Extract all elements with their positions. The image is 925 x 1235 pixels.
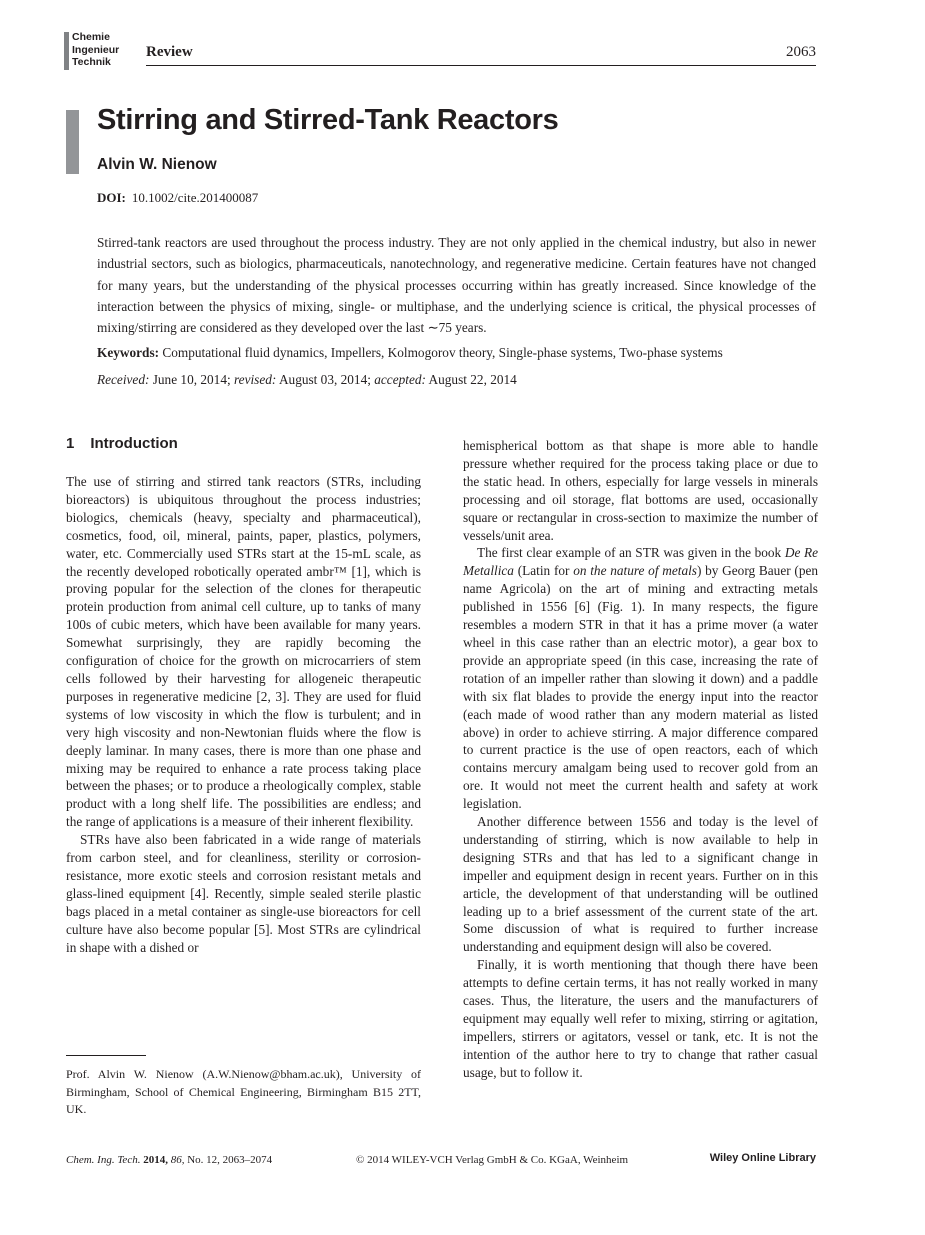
section-title: Introduction — [90, 435, 178, 452]
journal-logo-line: Chemie — [72, 31, 110, 43]
keywords-list: Computational fluid dynamics, Impellers, Kolmogorov theory, Single-phase systems, Two-phase systems — [162, 345, 723, 360]
keywords — [97, 345, 816, 361]
header-section-label: Review — [146, 44, 193, 60]
citation-year: 2014, — [143, 1154, 168, 1166]
article-title: Stirring and Stirred-Tank Reactors — [97, 104, 559, 136]
body-paragraph: hemispherical bottom as that shape is more able to handle pressure whether required for the process taking place or due to the static head. In others, especially for large vessels in minerals processing and oil storage, flat bottoms are used, occasionally square or rectangular in cross-section to maximize the number of vessels/unit area. — [463, 438, 818, 543]
footer-citation — [66, 1154, 272, 1166]
body-text: ) by Georg Bauer (pen name Agricola) on the art of mining and extracting metals published in 1556 [6] (Fig. 1). In many respects, the figure resembles a modern STR in that it has a prime mover (a water wheel in this case rather than an electric motor), a gear box to provide an appropriate speed (in this case, increasing the rate of rotation of an impeller rather than slowing it down) and a paddle with six flat blades to provide the energy input into the reactor (each made of wood rather than any modern material as listed above) in order to achieve stirring. A major difference compared to current practice is the use of open reactors, each of which contains mercury amalgam being used to recover gold from an ore. It would not meet the current health and safety at work legislation. — [463, 563, 819, 812]
received-label: Received: — [97, 372, 150, 387]
section-heading — [66, 435, 178, 452]
body-text: (Latin for — [517, 563, 570, 579]
title-accent-bar — [66, 110, 79, 174]
author-footnote: Prof. Alvin W. Nienow (A.W.Nienow@bham.ac.uk), University of Birmingham, School of Chemical Engineering, Birmingham B15 2TT, UK. — [66, 1067, 421, 1116]
left-column — [66, 473, 421, 956]
section-number: 1 — [66, 435, 75, 452]
citation-volume: 86, — [170, 1154, 185, 1166]
wiley-online-library-link[interactable]: Wiley Online Library — [709, 1152, 816, 1164]
accepted-date: August 22, 2014 — [428, 372, 517, 387]
body-paragraph: STRs have also been fabricated in a wide range of materials from carbon steel, and for cleanliness, sterility or corrosion-resistance, more exotic steels and corrosion resistant metals and glass-lined equipment [4]. Recently, simple sealed sterile plastic bags placed in a metal container as single-use bioreactors for cell culture have also become popular [5]. Most STRs are cylindrical in shape with a dished or — [66, 832, 421, 955]
article-dates — [97, 372, 517, 388]
journal-abbrev: Chem. Ing. Tech. — [66, 1154, 141, 1166]
header-divider — [146, 65, 816, 66]
book-title-translation: on the nature of metals — [573, 563, 697, 579]
received-date: June 10, 2014; — [152, 372, 231, 387]
body-paragraph: Finally, it is worth mentioning that though there have been attempts to define certain terms, it has not really worked in many cases. Thus, the literature, the users and the manufacturers of equipment may equally well refer to mixing, stirring or agitation, impellers, stirrers or agitators, vessel or tank, etc. It is not the intention of the author here to try to change that rather casual usage, but to follow it. — [463, 957, 818, 1080]
journal-logo-line: Technik — [72, 56, 111, 68]
body-paragraph: The use of stirring and stirred tank reactors (STRs, including bioreactors) is ubiquitous throughout the process industries; biologics, chemicals (heavy, specialty and pharmaceutical), cosmetics, food, oil, mineral, paints, paper, plastics, polymers, water, etc. Commercially used STRs start at the 15-mL scale, as the recently developed robotically operated ambr™ [1], which is proving popular for the selection of the clones for therapeutic protein production from animal cell culture, up to tanks of many 100s of cubic meters, which have been available for many years. Somewhat surprisingly, they are rapidly becoming the configuration of choice for the growth on microcarriers of stem cells followed by their harvesting for allogeneic therapeutic purposes in regenerative medicine [2, 3]. They are used for fluid systems of low viscosity in which the flow is turbulent; and in very high viscosity and non-Newtonian fluids where the flow is deeply laminar. In many cases, there is more than one phase and mixing may be required to enhance a rate process taking place between the phases; or to produce a rheologically complex, stable product with a long shelf life. The possibilities are endless; and the range of applications is a measure of their inherent flexibility. — [66, 474, 421, 830]
doi-label: DOI: — [97, 190, 126, 205]
abstract: Stirred-tank reactors are used throughout the process industry. They are not only applied in the chemical industry, but also in newer industrial sectors, such as biologics, pharmaceuticals, nanotechnology, and regenerative medicine. Certain features have not changed for many years, but the understanding of the physical processes occurring within has greatly increased. Since knowledge of the interaction between the physics of mixing, single- or multiphase, and the underlying science is critical, the physical processes of mixing/stirring are considered as they developed over the last ∼75 years. — [97, 235, 816, 336]
page-number: 2063 — [786, 44, 816, 60]
footnote-divider — [66, 1055, 146, 1056]
article-author: Alvin W. Nienow — [97, 156, 217, 173]
journal-logo-text — [72, 31, 119, 69]
footer-copyright: © 2014 WILEY-VCH Verlag GmbH & Co. KGaA, Weinheim — [356, 1154, 629, 1166]
right-column — [463, 437, 818, 1082]
body-text: The first clear example of an STR was given in the book — [477, 545, 782, 561]
book-title: De Re Metallica — [463, 545, 818, 579]
body-paragraph: Another difference between 1556 and today is the level of understanding of stirring, which is now available to help in designing STRs and that has led to a significant change in impeller and equipment design in recent years. Further on in this article, the development of that understanding will be outlined leading up to a brief assessment of the current state of the art. Some discussion of what is required to further increase understanding and equipment design will also be covered. — [463, 814, 818, 955]
doi — [97, 190, 258, 206]
journal-logo-line: Ingenieur — [72, 43, 120, 56]
keywords-label: Keywords: — [97, 345, 160, 360]
doi-link[interactable]: 10.1002/cite.201400087 — [131, 190, 259, 205]
citation-issue-pages: No. 12, 2063–2074 — [187, 1154, 273, 1166]
revised-date: August 03, 2014; — [278, 372, 371, 387]
logo-bar — [64, 32, 69, 70]
body-paragraph — [463, 544, 818, 813]
accepted-label: accepted: — [374, 372, 426, 387]
revised-label: revised: — [234, 372, 277, 387]
